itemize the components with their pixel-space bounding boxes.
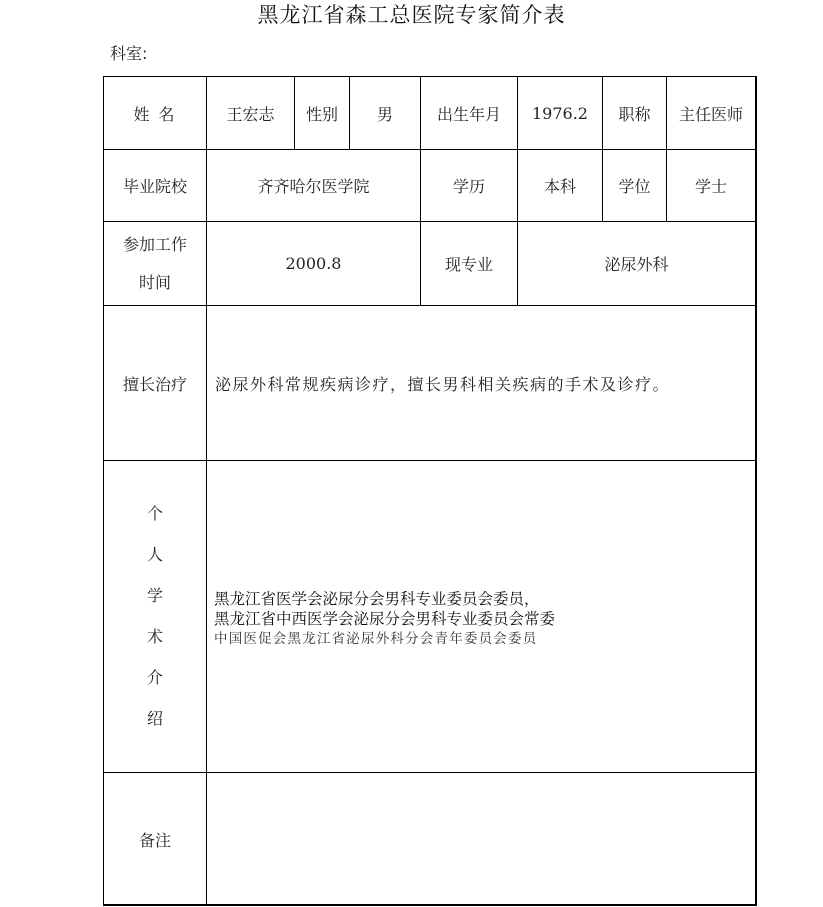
degree-value: 学士	[666, 149, 755, 221]
school-label: 毕业院校	[103, 149, 206, 221]
gender-value: 男	[349, 76, 420, 149]
expertise-value: 泌尿外科常规疾病诊疗，擅长男科相关疾病的手术及诊疗。	[206, 305, 755, 460]
document-title: 黑龙江省森工总医院专家简介表	[257, 3, 566, 27]
academic-content	[206, 460, 755, 772]
department-label: 科室:	[110, 44, 148, 63]
academic-label-char: 绍	[146, 709, 163, 728]
work-start-label	[103, 221, 206, 305]
profile-table	[103, 76, 755, 905]
work-start-label-line1: 参加工作	[122, 234, 187, 254]
table-border-right	[755, 76, 757, 905]
academic-label-char: 术	[146, 627, 163, 646]
education-label: 学历	[420, 149, 517, 221]
school-value: 齐齐哈尔医学院	[206, 149, 420, 221]
work-start-value: 2000.8	[206, 221, 420, 305]
education-value: 本科	[517, 149, 602, 221]
remarks-label: 备注	[103, 772, 206, 905]
academic-label	[103, 460, 206, 772]
specialty-value: 泌尿外科	[517, 221, 755, 305]
birth-value: 1976.2	[517, 76, 602, 149]
name-label: 姓 名	[103, 76, 206, 149]
academic-label-char: 介	[146, 668, 163, 687]
academic-line: 中国医促会黑龙江省泌尿外科分会青年委员会委员	[214, 630, 538, 647]
expertise-label: 擅长治疗	[103, 305, 206, 460]
specialty-label: 现专业	[420, 221, 517, 305]
academic-line: 黑龙江省中西医学会泌尿分会男科专业委员会常委	[214, 609, 556, 628]
name-value: 王宏志	[206, 76, 294, 149]
academic-label-char: 人	[146, 545, 163, 564]
table-border-bottom	[103, 904, 757, 906]
academic-label-char: 学	[146, 586, 163, 605]
remarks-value	[206, 772, 755, 905]
degree-label: 学位	[602, 149, 666, 221]
academic-line: 黑龙江省医学会泌尿分会男科专业委员会委员，	[214, 589, 540, 608]
gender-label: 性别	[294, 76, 349, 149]
birth-label: 出生年月	[420, 76, 517, 149]
academic-label-char: 个	[146, 504, 163, 523]
work-start-label-line2: 时间	[138, 272, 171, 292]
professional-title-value: 主任医师	[666, 76, 755, 149]
professional-title-label: 职称	[602, 76, 666, 149]
